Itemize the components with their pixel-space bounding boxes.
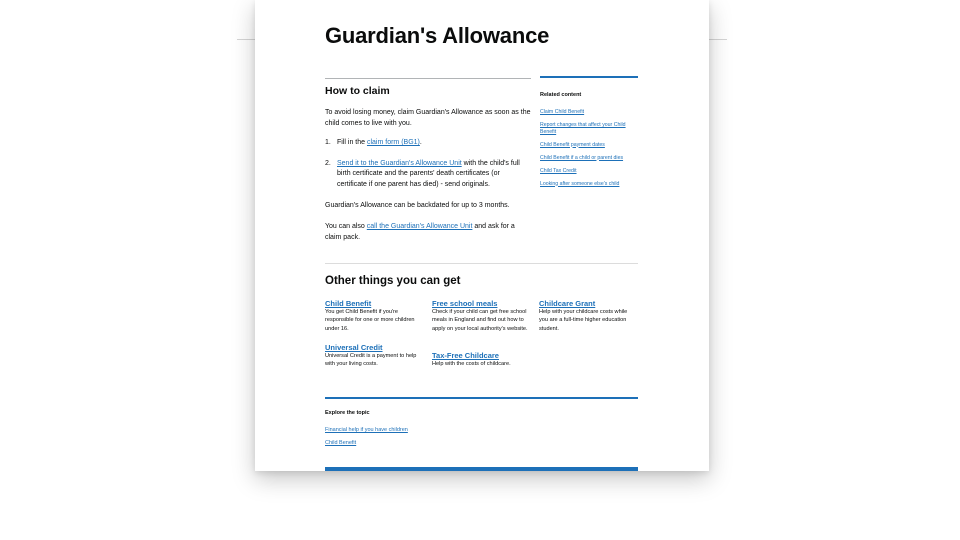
step-text: . [419, 139, 422, 146]
card-description: You get Child Benefit if you're responsible for one or more children under 16. [325, 309, 415, 332]
card-free-school-meals [432, 299, 530, 333]
explore-topic-list [325, 427, 408, 452]
related-item [540, 181, 640, 188]
intro-paragraph: To avoid losing money, claim Guardian's Allowance as soon as the child comes to live with you. [325, 109, 531, 127]
step-text: Fill in the [337, 139, 367, 146]
related-item [540, 122, 640, 135]
related-link[interactable]: Child Tax Credit [540, 167, 577, 174]
explore-topic-rule [325, 397, 638, 399]
related-item [540, 142, 640, 149]
step-text: with the child's full birth certificate and the parents' death certificates (or certificate if one parent has died) - send originals. [337, 159, 520, 188]
card-description: Universal Credit is a payment to help with your living costs. [325, 353, 417, 368]
step-number: 2. [325, 159, 331, 167]
card-title-link[interactable]: Free school meals [432, 299, 498, 308]
call-unit-link[interactable]: call the Guardian's Allowance Unit [366, 223, 473, 230]
card-description: Check if your child can get free school meals in England and find out how to apply on your local authority's website. [432, 309, 528, 332]
related-content-title: Related content [540, 92, 582, 98]
card-description: Help with your childcare costs while you are a full-time higher education student. [539, 309, 628, 332]
footer-band [325, 467, 638, 471]
related-link[interactable]: Child Benefit payment dates [540, 141, 605, 148]
explore-link[interactable]: Financial help if you have children [325, 427, 408, 433]
call-paragraph [325, 222, 531, 243]
call-text: and ask for a claim pack. [325, 223, 515, 241]
card-title-link[interactable]: Childcare Grant [539, 299, 596, 308]
card-title-link[interactable]: Tax-Free Childcare [432, 351, 499, 360]
claim-form-link[interactable]: claim form (BG1) [366, 139, 420, 146]
step-number: 1. [325, 139, 331, 146]
card-description: Help with the costs of childcare. [432, 361, 511, 367]
page-sheet [255, 0, 709, 471]
other-things-heading: Other things you can get [325, 275, 461, 287]
explore-topic-title: Explore the topic [325, 410, 370, 416]
how-to-claim-heading: How to claim [325, 85, 390, 97]
card-child-benefit [325, 299, 423, 333]
claim-step-1 [325, 138, 531, 149]
related-item [540, 168, 640, 175]
card-childcare-grant [539, 299, 637, 333]
card-tax-free-childcare [432, 351, 530, 368]
send-to-unit-link[interactable]: Send it to the Guardian's Allowance Unit [337, 159, 462, 167]
related-content-list [540, 109, 640, 194]
explore-link[interactable]: Child Benefit [325, 439, 357, 446]
backdated-paragraph: Guardian's Allowance can be backdated for up to 3 months. [325, 202, 510, 209]
related-link[interactable]: Claim Child Benefit [540, 109, 585, 115]
call-text: You can also [325, 223, 367, 230]
related-link[interactable]: Looking after someone else's child [540, 180, 620, 187]
related-link[interactable]: Child Benefit if a child or parent dies [540, 154, 624, 161]
related-content-rule [540, 76, 638, 78]
related-link[interactable]: Report changes that affect your Child Benefit [540, 122, 626, 135]
explore-item [325, 440, 408, 447]
related-item [540, 109, 640, 116]
section-divider [325, 263, 638, 264]
explore-item [325, 427, 408, 434]
card-title-link[interactable]: Universal Credit [325, 343, 383, 352]
section-divider [325, 78, 531, 79]
page-title: Guardian's Allowance [325, 23, 550, 48]
claim-step-2 [325, 159, 531, 191]
claim-steps-list [325, 138, 531, 200]
related-item [540, 155, 640, 162]
card-universal-credit [325, 343, 423, 369]
card-title-link[interactable]: Child Benefit [325, 299, 372, 308]
